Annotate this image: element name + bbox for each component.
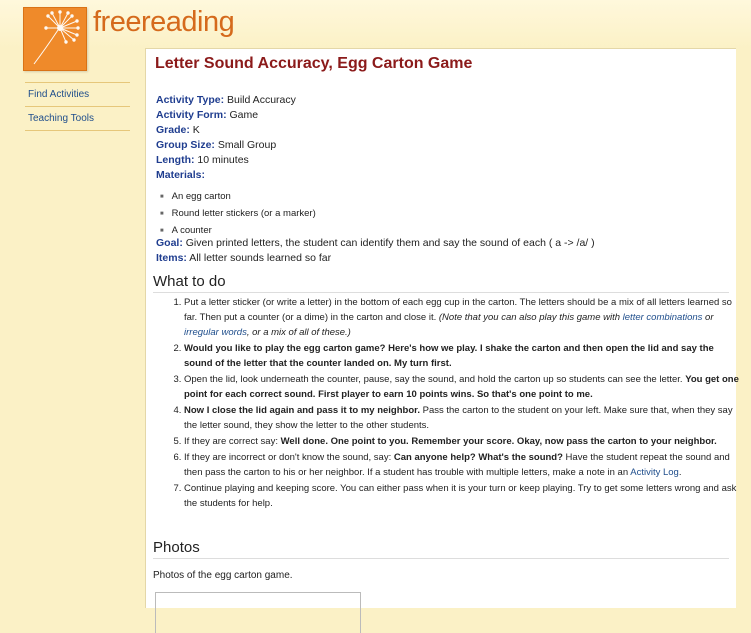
irregular-words-link[interactable]: irregular words	[184, 327, 247, 338]
sidebar	[25, 82, 130, 131]
meta-materials	[156, 168, 296, 183]
step-text: Put a letter sticker (or write a letter) in the bottom of each egg cup in the carton. The letters should be a mix of all letters learned so far. Then put a counter (or a dime) in the carton and close it.	[184, 297, 732, 323]
note-text: or	[702, 312, 714, 323]
meta-grade	[156, 123, 296, 138]
brand-wordmark[interactable]	[93, 6, 234, 39]
step-text: Pass the carton to the student on your left. Make sure that, when they say the letter sound, they show the letter to the other students.	[184, 405, 733, 431]
meta-label: Grade:	[156, 124, 190, 136]
items-label: Items:	[156, 252, 187, 264]
meta-label: Activity Form:	[156, 109, 227, 121]
brand-free: free	[93, 6, 141, 38]
goal-value: Given printed letters, the student can identify them and say the sound of each ( a -> /a/ )	[185, 237, 595, 249]
meta-length	[156, 153, 296, 168]
goal-line	[156, 236, 595, 251]
step-text: Open the lid, look underneath the counter, pause, say the sound, and hold the carton up so students can see the letter.	[184, 374, 686, 385]
step-1	[184, 295, 744, 340]
letter-combinations-link[interactable]: letter combinations	[622, 312, 703, 323]
meta-value: Game	[229, 109, 259, 121]
main-content	[145, 48, 739, 608]
sidebar-item-teaching-tools[interactable]: Teaching Tools	[25, 106, 130, 131]
meta-value: Build Accuracy	[227, 94, 296, 106]
meta-label: Activity Type:	[156, 94, 225, 106]
brand-reading: reading	[140, 6, 235, 38]
note-text: (Note that you can also play this game with	[438, 312, 623, 323]
step-text: If they are incorrect or don't know the sound, say:	[184, 452, 394, 463]
meta-value: 10 minutes	[197, 154, 249, 166]
goal-items	[156, 236, 595, 266]
step-6	[184, 450, 744, 480]
meta-value: K	[192, 124, 200, 136]
step-text: If they are correct say:	[184, 436, 281, 447]
goal-label: Goal:	[156, 237, 183, 249]
materials-list	[160, 189, 316, 240]
step-script: Can anyone help? What's the sound?	[393, 452, 563, 463]
page-title: Letter Sound Accuracy, Egg Carton Game	[155, 55, 473, 72]
meta-label: Length:	[156, 154, 195, 166]
step-4	[184, 403, 744, 433]
steps-list	[168, 295, 744, 512]
activity-meta	[156, 93, 296, 183]
items-value: All letter sounds learned so far	[189, 252, 332, 264]
meta-value: Small Group	[217, 139, 277, 151]
step-text: Have the student repeat the sound and then pass the carton to his or her neighbor. If a student has trouble with multiple letters, make a note in an	[184, 452, 730, 478]
meta-label: Group Size:	[156, 139, 215, 151]
step-3	[184, 372, 744, 402]
step-2	[184, 341, 744, 371]
list-item: ■ Round letter stickers (or a marker)	[160, 206, 316, 223]
step-text: .	[678, 467, 682, 478]
note-text: , or a mix of all of these.)	[246, 327, 351, 338]
step-7: 7. Continue playing and keeping score. You can either pass when it is your turn or keep playing. Try to get some letters wrong and ask the students for help.	[184, 481, 744, 511]
step-script: You get one point for each correct sound. First player to earn 10 points wins. So that's one point to me.	[184, 374, 739, 400]
step-script: Well done. One point to you. Remember your score. Okay, now pass the carton to your neighbor.	[280, 436, 717, 447]
dandelion-logo-icon[interactable]	[23, 7, 87, 71]
photo-thumbnail[interactable]	[155, 592, 361, 633]
what-to-do-heading: What to do	[153, 273, 729, 293]
sidebar-item-find-activities[interactable]: Find Activities	[25, 82, 130, 106]
activity-log-link[interactable]: Activity Log	[630, 467, 679, 478]
items-line	[156, 251, 595, 266]
step-5	[184, 434, 744, 449]
meta-activity-form	[156, 108, 296, 123]
list-item: ■ An egg carton	[160, 189, 316, 206]
step-script: Would you like to play the egg carton game? Here's how we play. I shake the carton and then open the lid and say the sound of the letter that the counter landed on. My turn first.	[184, 343, 714, 369]
meta-activity-type	[156, 93, 296, 108]
photos-caption: Photos of the egg carton game.	[153, 570, 293, 581]
list-item: ■ A counter	[160, 223, 316, 240]
meta-group-size	[156, 138, 296, 153]
meta-label: Materials:	[156, 169, 206, 181]
photos-heading: Photos	[153, 539, 729, 559]
step-script: Now I close the lid again and pass it to my neighbor.	[184, 405, 420, 416]
